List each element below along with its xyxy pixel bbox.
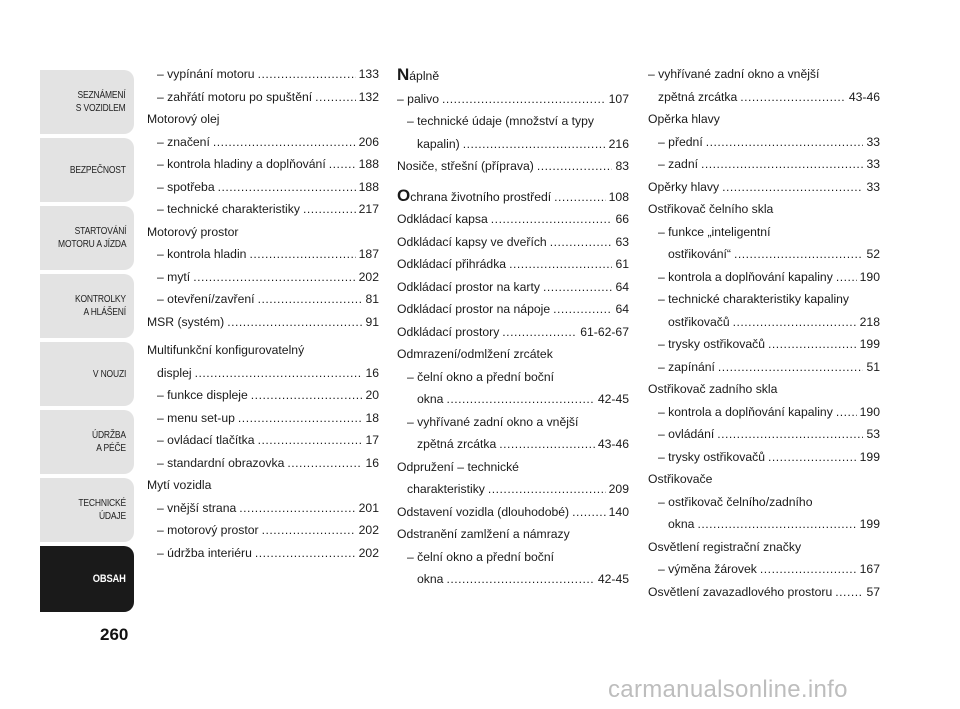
index-entry <box>648 89 880 106</box>
index-page-ref: 51 <box>866 359 880 374</box>
index-page-ref: 63 <box>615 234 629 249</box>
index-entry-text: – kontrola a doplňování kapaliny <box>658 269 833 284</box>
index-entry-text: – vypínání motoru <box>157 67 255 81</box>
index-entry-text: – kontrola hladin <box>157 247 247 261</box>
index-page-ref: 216 <box>608 136 629 151</box>
dot-leader <box>193 269 355 286</box>
index-page-ref: 132 <box>358 89 379 104</box>
index-entry <box>397 279 629 296</box>
dot-leader <box>446 391 594 408</box>
index-page-ref: 43-46 <box>848 89 880 104</box>
dot-leader <box>195 365 363 382</box>
index-entry <box>147 201 379 218</box>
section-tab[interactable] <box>40 206 134 270</box>
index-page-ref: 108 <box>608 189 629 204</box>
section-tab[interactable] <box>40 478 134 542</box>
index-heading: Osvětlení registrační značky <box>648 539 802 554</box>
index-entry <box>147 291 379 308</box>
index-entry <box>397 301 629 318</box>
dot-leader <box>836 269 857 286</box>
section-tab-label: SEZNÁMENÍ S VOZIDLEM <box>76 90 126 114</box>
index-page-ref: 81 <box>365 292 379 306</box>
dot-leader <box>733 314 857 331</box>
index-entry-text: – palivo <box>397 91 440 106</box>
index-entry-text: Odkládací prostory <box>397 324 500 339</box>
section-tab-label: OBSAH <box>93 572 126 585</box>
index-entry-text: áplně <box>409 69 440 83</box>
index-entry-text: charakteristiky <box>407 482 485 496</box>
dot-leader <box>463 136 606 153</box>
index-entry <box>397 481 629 498</box>
index-entry <box>397 571 629 588</box>
index-entry-text: okna <box>417 392 444 406</box>
index-page-ref: 33 <box>866 134 880 149</box>
dot-leader <box>258 66 356 83</box>
index-entry-text: chrana životního prostředí <box>410 189 552 204</box>
dot-leader <box>287 455 362 472</box>
index-entry <box>147 522 379 539</box>
index-page-ref: 188 <box>358 157 379 171</box>
index-entry <box>648 314 880 331</box>
dot-leader <box>717 426 863 443</box>
index-page-ref: 53 <box>866 427 880 441</box>
dot-leader <box>502 324 577 341</box>
index-entry-text: – značení <box>157 134 210 149</box>
index-initial-letter: N <box>397 65 410 84</box>
section-tab[interactable] <box>40 410 134 474</box>
index-entry <box>648 561 880 578</box>
index-page-ref: 209 <box>608 482 629 496</box>
dot-leader <box>768 336 857 353</box>
index-heading: – vyhřívané zadní okno a vnější <box>407 414 579 429</box>
index-entry-text: – technické charakteristiky <box>157 202 300 216</box>
index-entry <box>648 134 880 151</box>
index-entry-title <box>397 187 551 206</box>
index-entry-text: – zapínání <box>658 359 715 374</box>
index-page-ref: 33 <box>866 179 880 194</box>
index-page-ref: 18 <box>365 410 379 425</box>
index-entry <box>648 426 880 443</box>
dot-leader <box>258 291 363 308</box>
index-page-ref: 187 <box>358 247 379 261</box>
index-entry-text: – otevření/zavření <box>157 292 255 306</box>
index-entry <box>648 156 880 173</box>
dot-leader <box>835 584 863 601</box>
index-entry <box>648 336 880 353</box>
index-entry-text: – menu set-up <box>157 410 235 425</box>
index-entry-text: – vnější strana <box>157 500 237 515</box>
index-page-ref: 91 <box>365 314 379 329</box>
section-tab[interactable] <box>40 546 134 612</box>
index-entry-text: MSR (systém) <box>147 314 225 329</box>
index-entry <box>397 504 629 521</box>
index-entry-text: ostřikování“ <box>668 247 731 261</box>
dot-leader <box>258 432 363 449</box>
dot-leader <box>315 89 356 106</box>
index-entry <box>397 211 629 228</box>
dot-leader <box>329 156 356 173</box>
index-entry-text: ostřikovačů <box>668 314 730 329</box>
dot-leader <box>543 279 613 296</box>
dot-leader <box>553 301 612 318</box>
index-entry <box>397 391 629 408</box>
dot-leader <box>572 504 606 521</box>
index-entry <box>397 234 629 251</box>
index-entry-text: Opěrky hlavy <box>648 179 720 194</box>
dot-leader <box>734 246 863 263</box>
dot-leader <box>255 545 356 562</box>
index-page-ref: 107 <box>608 91 629 106</box>
index-entry-text: Odkládací přihrádka <box>397 257 507 271</box>
index-page-ref: 202 <box>358 545 379 560</box>
index-page-ref: 218 <box>859 314 880 329</box>
index-page-ref: 52 <box>866 247 880 261</box>
index-heading: Multifunkční konfigurovatelný <box>147 343 305 357</box>
dot-leader <box>442 91 606 108</box>
index-entry <box>147 545 379 562</box>
index-page-ref: 16 <box>365 365 379 380</box>
dot-leader <box>722 179 863 196</box>
index-entry-text: – trysky ostřikovačů <box>658 337 766 351</box>
index-heading: Odpružení – technické <box>397 459 519 474</box>
index-page-ref: 20 <box>365 388 379 402</box>
dot-leader <box>303 201 356 218</box>
index-entry-text: Odkládací prostor na karty <box>397 279 540 294</box>
index-entry-text: – výměna žárovek <box>658 562 757 576</box>
index-entry <box>648 516 880 533</box>
index-heading: Odstranění zamlžení a námrazy <box>397 527 570 541</box>
index-page-ref: 83 <box>615 159 629 173</box>
index-heading: – ostřikovač čelního/zadního <box>658 494 813 509</box>
index-entry <box>397 436 629 453</box>
index-entry <box>147 246 379 263</box>
index-page-ref: 206 <box>358 134 379 149</box>
index-entry <box>147 455 379 472</box>
dot-leader <box>262 522 356 539</box>
index-entry-text: – zadní <box>658 157 698 171</box>
dot-leader <box>701 156 863 173</box>
index-page-ref: 42-45 <box>597 572 629 586</box>
dot-leader <box>218 179 356 196</box>
index-entry-text: zpětná zrcátka <box>417 437 497 451</box>
index-page-ref: 42-45 <box>597 392 629 406</box>
section-tab-label: KONTROLKY A HLÁŠENÍ <box>75 294 126 318</box>
index-entry-text: okna <box>417 572 444 586</box>
dot-leader <box>537 158 613 175</box>
index-heading: Odmrazení/odmlžení zrcátek <box>397 347 553 361</box>
index-page-ref: 61-62-67 <box>580 324 629 339</box>
dot-leader <box>238 410 363 427</box>
dot-leader <box>760 561 857 578</box>
index-entry-text: – funkce displeje <box>157 388 248 402</box>
index-page-ref: 133 <box>358 67 379 81</box>
index-page-ref: 64 <box>615 279 629 294</box>
dot-leader <box>550 234 613 251</box>
index-entry-text: kapalin) <box>417 136 460 151</box>
index-entry <box>648 584 880 601</box>
index-page-ref: 199 <box>859 517 880 531</box>
index-letter-heading <box>397 187 629 206</box>
index-heading: – čelní okno a přední boční <box>407 549 555 564</box>
dot-leader <box>706 134 864 151</box>
section-tab-label: TECHNICKÉ ÚDAJE <box>78 498 126 522</box>
dot-leader <box>251 387 363 404</box>
index-entry-text: – trysky ostřikovačů <box>658 449 766 464</box>
dot-leader <box>446 571 594 588</box>
dot-leader <box>488 481 606 498</box>
index-heading: Ostřikovač čelního skla <box>648 202 774 216</box>
index-entry-text: Odkládací kapsa <box>397 212 488 226</box>
dot-leader <box>740 89 846 106</box>
index-entry-text: – spotřeba <box>157 179 215 194</box>
index-heading: Ostřikovač zadního skla <box>648 382 778 396</box>
index-entry-text: Odkládací kapsy ve dveřích <box>397 234 547 249</box>
index-entry-text: – kontrola a doplňování kapaliny <box>658 404 833 419</box>
index-entry-text: Odkládací prostor na nápoje <box>397 302 551 316</box>
dot-leader <box>768 449 857 466</box>
index-entry <box>147 432 379 449</box>
dot-leader <box>509 256 612 273</box>
index-entry <box>397 256 629 273</box>
dot-leader <box>249 246 355 263</box>
index-heading: – vyhřívané zadní okno a vnější <box>648 67 820 81</box>
index-heading: Motorový prostor <box>147 224 239 239</box>
index-entry-text: – kontrola hladiny a doplňování <box>157 157 326 171</box>
index-entry <box>648 359 880 376</box>
index-entry-text: – mytí <box>157 269 191 284</box>
index-entry-text: okna <box>668 517 695 531</box>
index-heading: – čelní okno a přední boční <box>407 369 555 384</box>
index-entry-text: Nosiče, střešní (příprava) <box>397 159 534 173</box>
index-entry-text: – motorový prostor <box>157 523 259 537</box>
index-entry-text: – zahřátí motoru po spuštění <box>157 89 313 104</box>
index-entry-text: – standardní obrazovka <box>157 455 285 470</box>
index-entry <box>648 269 880 286</box>
watermark: carmanualsonline.info <box>608 676 848 703</box>
index-page-ref: 61 <box>615 257 629 271</box>
index-entry <box>397 324 629 341</box>
index-heading: Ostřikovače <box>648 472 713 486</box>
dot-leader <box>836 404 857 421</box>
index-entry <box>147 269 379 286</box>
index-heading: – technické charakteristiky kapaliny <box>658 292 850 306</box>
index-column-3 <box>648 66 880 606</box>
page-number: 260 <box>100 625 129 644</box>
index-entry <box>397 91 629 108</box>
index-column-2 <box>397 66 629 594</box>
dot-leader <box>697 516 856 533</box>
index-heading: Motorový olej <box>147 112 220 126</box>
index-page-ref: 201 <box>358 500 379 515</box>
index-entry <box>147 500 379 517</box>
index-page-ref: 64 <box>615 302 629 316</box>
index-page-ref: 57 <box>866 584 880 599</box>
section-tab-label: STARTOVÁNÍ MOTORU A JÍZDA <box>57 226 126 250</box>
dot-leader <box>227 314 362 331</box>
index-entry <box>147 314 379 331</box>
index-heading: – funkce „inteligentní <box>658 224 771 239</box>
index-entry <box>147 387 379 404</box>
index-entry <box>147 66 379 83</box>
index-heading: Mytí vozidla <box>147 478 212 492</box>
section-tab[interactable] <box>40 342 134 406</box>
dot-leader <box>718 359 864 376</box>
section-tab[interactable] <box>40 138 134 202</box>
index-page-ref: 199 <box>859 337 880 351</box>
index-entry <box>147 365 379 382</box>
index-page-ref: 33 <box>866 157 880 171</box>
index-page-ref: 43-46 <box>597 437 629 451</box>
section-tab[interactable] <box>40 70 134 134</box>
section-tab[interactable] <box>40 274 134 338</box>
index-page-ref: 167 <box>859 562 880 576</box>
section-tab-label: V NOUZI <box>92 368 126 380</box>
dot-leader <box>554 189 606 206</box>
index-entry-text: displej <box>157 365 192 380</box>
index-entry-text: – ovládací tlačítka <box>157 433 255 447</box>
index-page-ref: 190 <box>859 269 880 284</box>
index-page-ref: 217 <box>358 202 379 216</box>
dot-leader <box>239 500 355 517</box>
index-entry-text: – přední <box>658 134 703 149</box>
index-entry-text: – ovládání <box>658 427 715 441</box>
index-entry <box>648 449 880 466</box>
dot-leader <box>213 134 356 151</box>
index-entry <box>397 158 629 175</box>
index-entry <box>648 179 880 196</box>
index-entry <box>648 246 880 263</box>
index-page-ref: 188 <box>358 179 379 194</box>
section-tab-label: ÚDRŽBA A PÉČE <box>92 430 126 454</box>
dot-leader <box>499 436 595 453</box>
index-entry <box>147 179 379 196</box>
index-entry-text: – údržba interiéru <box>157 545 252 560</box>
index-heading: Opěrka hlavy <box>648 112 720 126</box>
index-entry-text: zpětná zrcátka <box>658 89 738 104</box>
section-tabs <box>40 70 134 616</box>
index-page-ref: 140 <box>608 504 629 519</box>
index-page-ref: 199 <box>859 449 880 464</box>
index-entry <box>397 136 629 153</box>
index-page-ref: 202 <box>358 523 379 537</box>
index-entry <box>147 156 379 173</box>
index-entry-text: Odstavení vozidla (dlouhodobé) <box>397 504 570 519</box>
index-column-1 <box>147 66 379 567</box>
index-entry-text: Osvětlení zavazadlového prostoru <box>648 584 833 599</box>
index-heading: – technické údaje (množství a typy <box>407 114 594 128</box>
index-entry-title <box>397 65 440 84</box>
index-page-ref: 202 <box>358 269 379 284</box>
index-page-ref: 17 <box>365 433 379 447</box>
section-tab-label: BEZPEČNOST <box>70 164 126 176</box>
index-letter-heading <box>397 66 629 85</box>
index-page-ref: 66 <box>615 212 629 226</box>
index-page-ref: 190 <box>859 404 880 419</box>
dot-leader <box>491 211 613 228</box>
index-entry <box>147 89 379 106</box>
index-entry <box>147 134 379 151</box>
index-page-ref: 16 <box>365 455 379 470</box>
index-entry <box>147 410 379 427</box>
index-initial-letter: O <box>397 185 411 205</box>
index-entry <box>648 404 880 421</box>
